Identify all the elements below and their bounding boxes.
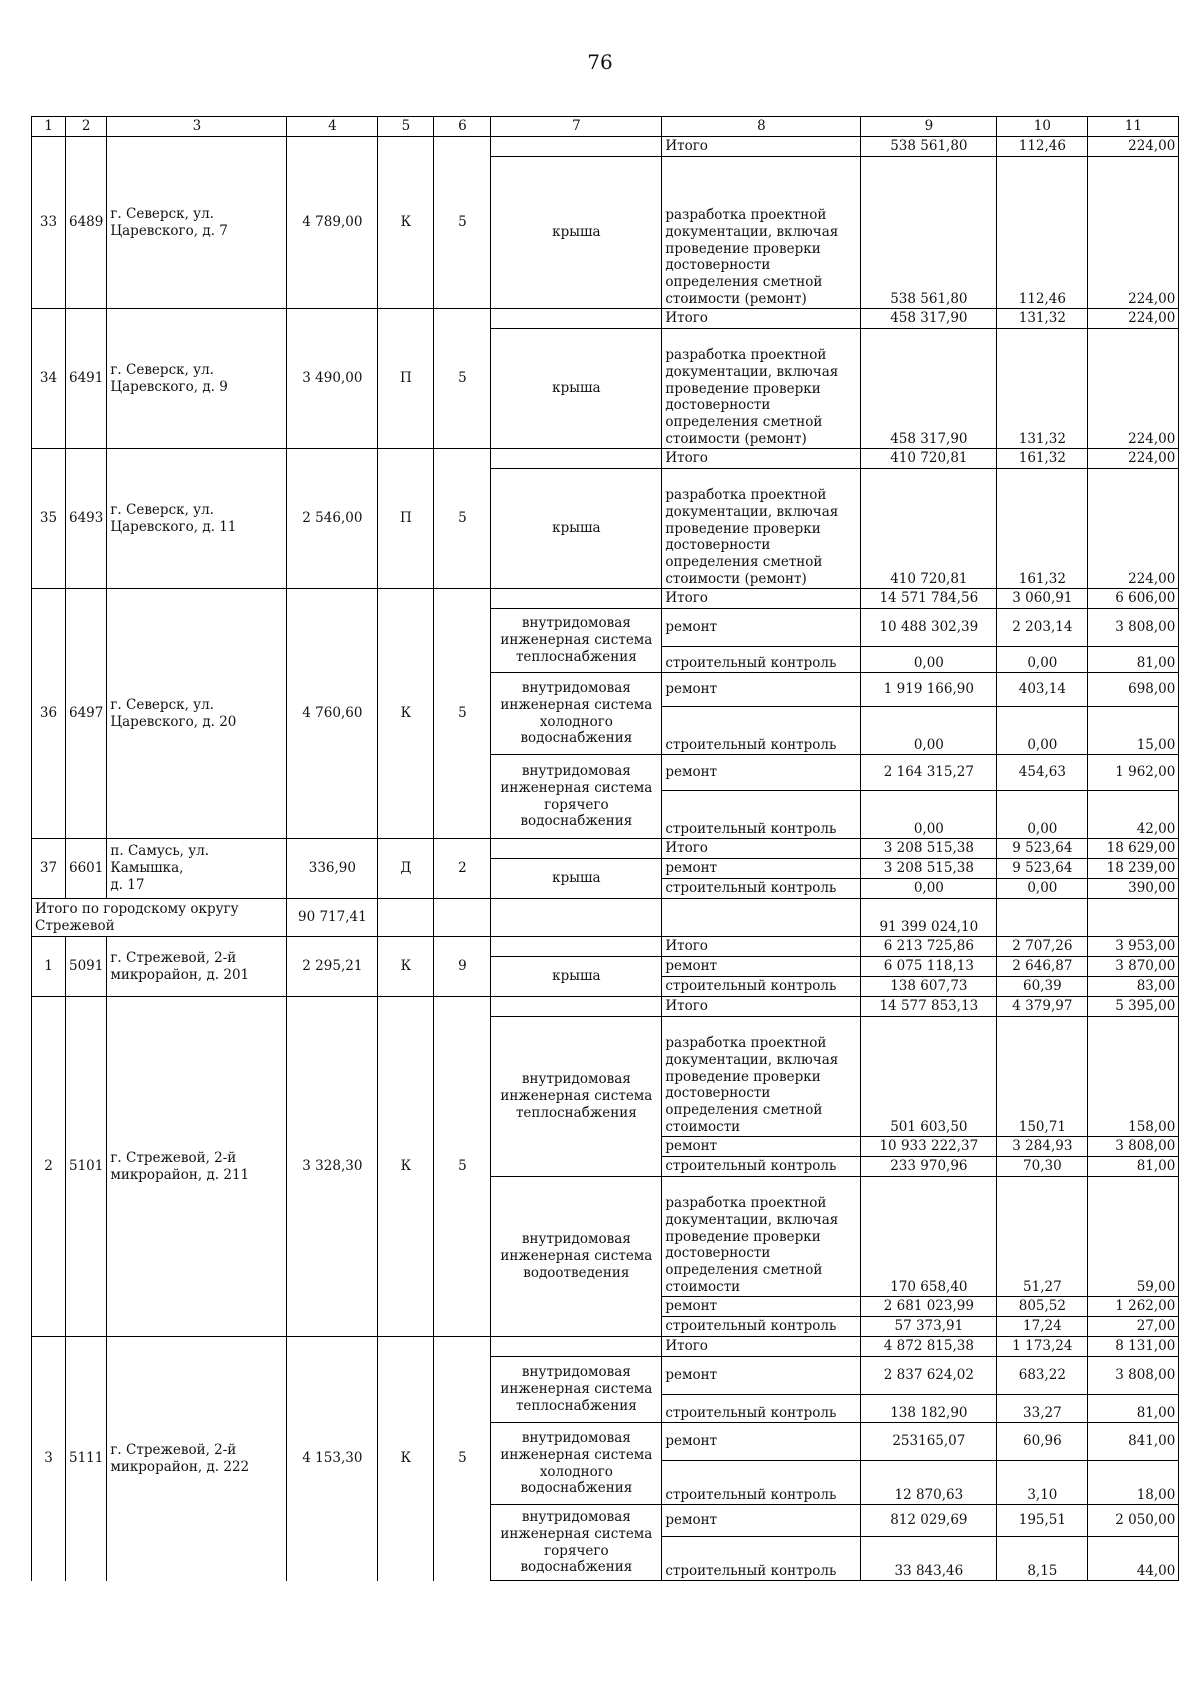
cost-value: 538 561,80 bbox=[861, 157, 997, 309]
cost-value: 10 933 222,37 bbox=[861, 1137, 997, 1157]
limit-value: 1 262,00 bbox=[1088, 1297, 1179, 1317]
work-label: Итого bbox=[662, 309, 861, 329]
house-floors: 9 bbox=[434, 937, 491, 997]
work-label: ремонт bbox=[662, 1357, 861, 1395]
work-label: ремонт bbox=[662, 1137, 861, 1157]
limit-value: 83,00 bbox=[1088, 977, 1179, 997]
work-label: разработка проектной документации, включая проведение проверки достоверности определения сметной стоимости (ремонт) bbox=[662, 157, 861, 309]
empty-cell bbox=[997, 899, 1088, 937]
cost-value: 410 720,81 bbox=[861, 449, 997, 469]
house-class: К bbox=[378, 997, 434, 1337]
work-label: разработка проектной документации, включая проведение проверки достоверности определения сметной стоимости bbox=[662, 1177, 861, 1297]
cost-value: 458 317,90 bbox=[861, 329, 997, 449]
row-number: 1 bbox=[32, 937, 66, 997]
unit-cost-value: 0,00 bbox=[997, 791, 1088, 839]
subtotal-area: 90 717,41 bbox=[287, 899, 378, 937]
limit-value: 224,00 bbox=[1088, 329, 1179, 449]
col-header: 2 bbox=[66, 117, 107, 137]
work-label: строительный контроль bbox=[662, 1395, 861, 1423]
limit-value: 1 962,00 bbox=[1088, 755, 1179, 791]
house-area: 3 328,30 bbox=[287, 997, 378, 1337]
house-area: 4 760,60 bbox=[287, 589, 378, 839]
house-class: К bbox=[378, 137, 434, 309]
unit-cost-value: 60,39 bbox=[997, 977, 1088, 997]
house-address: г. Северск, ул. Царевского, д. 20 bbox=[107, 589, 287, 839]
house-address: г. Северск, ул. Царевского, д. 7 bbox=[107, 137, 287, 309]
unit-cost-value: 0,00 bbox=[997, 879, 1088, 899]
work-label: ремонт bbox=[662, 1505, 861, 1537]
row-number: 2 bbox=[32, 997, 66, 1337]
house-address: г. Стрежевой, 2-й микрорайон, д. 201 bbox=[107, 937, 287, 997]
unit-cost-value: 3 060,91 bbox=[997, 589, 1088, 609]
unit-cost-value: 2 203,14 bbox=[997, 609, 1088, 647]
unit-cost-value: 0,00 bbox=[997, 647, 1088, 673]
cost-value: 170 658,40 bbox=[861, 1177, 997, 1297]
work-label: строительный контроль bbox=[662, 977, 861, 997]
unit-cost-value: 195,51 bbox=[997, 1505, 1088, 1537]
house-address: г. Северск, ул. Царевского, д. 11 bbox=[107, 449, 287, 589]
empty-cell bbox=[434, 899, 491, 937]
unit-cost-value: 131,32 bbox=[997, 329, 1088, 449]
system-cell bbox=[491, 997, 662, 1017]
col-header: 8 bbox=[662, 117, 861, 137]
work-label: ремонт bbox=[662, 859, 861, 879]
cost-value: 4 872 815,38 bbox=[861, 1337, 997, 1357]
house-area: 336,90 bbox=[287, 839, 378, 899]
unit-cost-value: 131,32 bbox=[997, 309, 1088, 329]
col-header: 4 bbox=[287, 117, 378, 137]
limit-value: 81,00 bbox=[1088, 647, 1179, 673]
system-cell bbox=[491, 309, 662, 329]
table-row bbox=[32, 309, 1179, 329]
limit-value: 42,00 bbox=[1088, 791, 1179, 839]
cost-value: 233 970,96 bbox=[861, 1157, 997, 1177]
house-class: П bbox=[378, 309, 434, 449]
house-class: К bbox=[378, 589, 434, 839]
limit-value: 224,00 bbox=[1088, 469, 1179, 589]
unit-cost-value: 112,46 bbox=[997, 137, 1088, 157]
table-row bbox=[32, 937, 1179, 957]
system-name: крыша bbox=[491, 469, 662, 589]
work-label: Итого bbox=[662, 839, 861, 859]
unit-cost-value: 17,24 bbox=[997, 1317, 1088, 1337]
house-floors: 5 bbox=[434, 309, 491, 449]
col-header: 9 bbox=[861, 117, 997, 137]
work-label: Итого bbox=[662, 937, 861, 957]
house-class: Д bbox=[378, 839, 434, 899]
work-label: ремонт bbox=[662, 673, 861, 707]
empty-cell bbox=[662, 899, 861, 937]
unit-cost-value: 9 523,64 bbox=[997, 839, 1088, 859]
house-area: 4 789,00 bbox=[287, 137, 378, 309]
system-name: внутридомовая инженерная система горячего водоснабжения bbox=[491, 755, 662, 839]
house-address: г. Северск, ул. Царевского, д. 9 bbox=[107, 309, 287, 449]
system-name: внутридомовая инженерная система холодного водоснабжения bbox=[491, 673, 662, 755]
system-name: внутридомовая инженерная система теплоснабжения bbox=[491, 1017, 662, 1177]
limit-value: 3 808,00 bbox=[1088, 1357, 1179, 1395]
row-number: 37 bbox=[32, 839, 66, 899]
limit-value: 3 870,00 bbox=[1088, 957, 1179, 977]
house-code: 6489 bbox=[66, 137, 107, 309]
table-row bbox=[32, 589, 1179, 609]
unit-cost-value: 8,15 bbox=[997, 1537, 1088, 1581]
unit-cost-value: 60,96 bbox=[997, 1423, 1088, 1461]
unit-cost-value: 70,30 bbox=[997, 1157, 1088, 1177]
house-floors: 5 bbox=[434, 997, 491, 1337]
cost-value: 538 561,80 bbox=[861, 137, 997, 157]
unit-cost-value: 3 284,93 bbox=[997, 1137, 1088, 1157]
limit-value: 6 606,00 bbox=[1088, 589, 1179, 609]
limit-value: 3 808,00 bbox=[1088, 609, 1179, 647]
work-label: строительный контроль bbox=[662, 1317, 861, 1337]
system-cell bbox=[491, 839, 662, 859]
cost-value: 6 213 725,86 bbox=[861, 937, 997, 957]
limit-value: 390,00 bbox=[1088, 879, 1179, 899]
unit-cost-value: 161,32 bbox=[997, 449, 1088, 469]
limit-value: 27,00 bbox=[1088, 1317, 1179, 1337]
limit-value: 2 050,00 bbox=[1088, 1505, 1179, 1537]
subtotal-label: Итого по городскому округу Стрежевой bbox=[32, 899, 287, 937]
table-row bbox=[32, 997, 1179, 1017]
cost-value: 501 603,50 bbox=[861, 1017, 997, 1137]
unit-cost-value: 4 379,97 bbox=[997, 997, 1088, 1017]
cost-value: 57 373,91 bbox=[861, 1317, 997, 1337]
cost-value: 33 843,46 bbox=[861, 1537, 997, 1581]
system-name: крыша bbox=[491, 329, 662, 449]
work-label: строительный контроль bbox=[662, 1157, 861, 1177]
system-name: крыша bbox=[491, 157, 662, 309]
cost-value: 2 681 023,99 bbox=[861, 1297, 997, 1317]
cost-value: 812 029,69 bbox=[861, 1505, 997, 1537]
system-cell bbox=[491, 1337, 662, 1357]
table-row bbox=[32, 449, 1179, 469]
unit-cost-value: 51,27 bbox=[997, 1177, 1088, 1297]
unit-cost-value: 2 707,26 bbox=[997, 937, 1088, 957]
work-label: Итого bbox=[662, 1337, 861, 1357]
work-label: ремонт bbox=[662, 957, 861, 977]
house-floors: 5 bbox=[434, 449, 491, 589]
col-header: 10 bbox=[997, 117, 1088, 137]
unit-cost-value: 161,32 bbox=[997, 469, 1088, 589]
empty-cell bbox=[1088, 899, 1179, 937]
work-label: строительный контроль bbox=[662, 707, 861, 755]
limit-value: 81,00 bbox=[1088, 1157, 1179, 1177]
cost-value: 410 720,81 bbox=[861, 469, 997, 589]
unit-cost-value: 454,63 bbox=[997, 755, 1088, 791]
system-name: внутридомовая инженерная система горячего водоснабжения bbox=[491, 1505, 662, 1581]
house-floors: 5 bbox=[434, 589, 491, 839]
subtotal-row bbox=[32, 899, 1179, 937]
cost-value: 138 182,90 bbox=[861, 1395, 997, 1423]
unit-cost-value: 9 523,64 bbox=[997, 859, 1088, 879]
system-name: внутридомовая инженерная система теплоснабжения bbox=[491, 1357, 662, 1423]
work-label: Итого bbox=[662, 137, 861, 157]
work-label: ремонт bbox=[662, 609, 861, 647]
cost-value: 14 577 853,13 bbox=[861, 997, 997, 1017]
row-number: 33 bbox=[32, 137, 66, 309]
work-label: строительный контроль bbox=[662, 791, 861, 839]
col-header: 11 bbox=[1088, 117, 1179, 137]
work-label: ремонт bbox=[662, 1297, 861, 1317]
house-area: 4 153,30 bbox=[287, 1337, 378, 1581]
col-header: 6 bbox=[434, 117, 491, 137]
col-header: 5 bbox=[378, 117, 434, 137]
unit-cost-value: 33,27 bbox=[997, 1395, 1088, 1423]
subtotal-cost: 91 399 024,10 bbox=[861, 899, 997, 937]
system-name: внутридомовая инженерная система водоотведения bbox=[491, 1177, 662, 1337]
cost-value: 2 837 624,02 bbox=[861, 1357, 997, 1395]
header-row bbox=[32, 117, 1179, 137]
house-code: 6493 bbox=[66, 449, 107, 589]
limit-value: 3 808,00 bbox=[1088, 1137, 1179, 1157]
cost-value: 2 164 315,27 bbox=[861, 755, 997, 791]
repair-program-table bbox=[31, 116, 1179, 1581]
system-cell bbox=[491, 937, 662, 957]
house-code: 6601 bbox=[66, 839, 107, 899]
page-number: 76 bbox=[587, 50, 613, 74]
house-class: П bbox=[378, 449, 434, 589]
row-number: 36 bbox=[32, 589, 66, 839]
cost-value: 3 208 515,38 bbox=[861, 839, 997, 859]
work-label: строительный контроль bbox=[662, 647, 861, 673]
limit-value: 224,00 bbox=[1088, 137, 1179, 157]
house-floors: 2 bbox=[434, 839, 491, 899]
row-number: 34 bbox=[32, 309, 66, 449]
col-header: 3 bbox=[107, 117, 287, 137]
unit-cost-value: 0,00 bbox=[997, 707, 1088, 755]
empty-cell bbox=[491, 899, 662, 937]
work-label: ремонт bbox=[662, 755, 861, 791]
table-row bbox=[32, 1337, 1179, 1357]
work-label: Итого bbox=[662, 449, 861, 469]
house-area: 3 490,00 bbox=[287, 309, 378, 449]
unit-cost-value: 112,46 bbox=[997, 157, 1088, 309]
limit-value: 698,00 bbox=[1088, 673, 1179, 707]
cost-value: 0,00 bbox=[861, 647, 997, 673]
limit-value: 59,00 bbox=[1088, 1177, 1179, 1297]
house-class: К bbox=[378, 937, 434, 997]
limit-value: 5 395,00 bbox=[1088, 997, 1179, 1017]
limit-value: 8 131,00 bbox=[1088, 1337, 1179, 1357]
limit-value: 224,00 bbox=[1088, 449, 1179, 469]
house-floors: 5 bbox=[434, 1337, 491, 1581]
system-name: крыша bbox=[491, 957, 662, 997]
unit-cost-value: 150,71 bbox=[997, 1017, 1088, 1137]
system-name: внутридомовая инженерная система холодного водоснабжения bbox=[491, 1423, 662, 1505]
cost-value: 458 317,90 bbox=[861, 309, 997, 329]
cost-value: 12 870,63 bbox=[861, 1461, 997, 1505]
house-code: 5111 bbox=[66, 1337, 107, 1581]
house-code: 6491 bbox=[66, 309, 107, 449]
unit-cost-value: 2 646,87 bbox=[997, 957, 1088, 977]
table-row bbox=[32, 137, 1179, 157]
house-floors: 5 bbox=[434, 137, 491, 309]
work-label: строительный контроль bbox=[662, 879, 861, 899]
limit-value: 841,00 bbox=[1088, 1423, 1179, 1461]
limit-value: 18 629,00 bbox=[1088, 839, 1179, 859]
unit-cost-value: 403,14 bbox=[997, 673, 1088, 707]
table-row bbox=[32, 839, 1179, 859]
limit-value: 18 239,00 bbox=[1088, 859, 1179, 879]
unit-cost-value: 805,52 bbox=[997, 1297, 1088, 1317]
system-name: внутридомовая инженерная система теплоснабжения bbox=[491, 609, 662, 673]
system-cell bbox=[491, 137, 662, 157]
work-label: строительный контроль bbox=[662, 1461, 861, 1505]
house-class: К bbox=[378, 1337, 434, 1581]
cost-value: 0,00 bbox=[861, 791, 997, 839]
cost-value: 1 919 166,90 bbox=[861, 673, 997, 707]
work-label: строительный контроль bbox=[662, 1537, 861, 1581]
work-label: Итого bbox=[662, 997, 861, 1017]
work-label: Итого bbox=[662, 589, 861, 609]
col-header: 1 bbox=[32, 117, 66, 137]
work-label: разработка проектной документации, включая проведение проверки достоверности определения сметной стоимости (ремонт) bbox=[662, 329, 861, 449]
limit-value: 18,00 bbox=[1088, 1461, 1179, 1505]
unit-cost-value: 683,22 bbox=[997, 1357, 1088, 1395]
work-label: разработка проектной документации, включая проведение проверки достоверности определения сметной стоимости (ремонт) bbox=[662, 469, 861, 589]
house-area: 2 546,00 bbox=[287, 449, 378, 589]
col-header: 7 bbox=[491, 117, 662, 137]
cost-value: 0,00 bbox=[861, 879, 997, 899]
limit-value: 15,00 bbox=[1088, 707, 1179, 755]
house-area: 2 295,21 bbox=[287, 937, 378, 997]
unit-cost-value: 3,10 bbox=[997, 1461, 1088, 1505]
cost-value: 0,00 bbox=[861, 707, 997, 755]
cost-value: 138 607,73 bbox=[861, 977, 997, 997]
house-address: п. Самусь, ул. Камышка, д. 17 bbox=[107, 839, 287, 899]
cost-value: 10 488 302,39 bbox=[861, 609, 997, 647]
work-label: ремонт bbox=[662, 1423, 861, 1461]
house-address: г. Стрежевой, 2-й микрорайон, д. 222 bbox=[107, 1337, 287, 1581]
limit-value: 44,00 bbox=[1088, 1537, 1179, 1581]
house-code: 5091 bbox=[66, 937, 107, 997]
cost-value: 3 208 515,38 bbox=[861, 859, 997, 879]
system-cell bbox=[491, 449, 662, 469]
cost-value: 253165,07 bbox=[861, 1423, 997, 1461]
row-number: 35 bbox=[32, 449, 66, 589]
row-number: 3 bbox=[32, 1337, 66, 1581]
unit-cost-value: 1 173,24 bbox=[997, 1337, 1088, 1357]
empty-cell bbox=[378, 899, 434, 937]
limit-value: 224,00 bbox=[1088, 309, 1179, 329]
limit-value: 81,00 bbox=[1088, 1395, 1179, 1423]
cost-value: 6 075 118,13 bbox=[861, 957, 997, 977]
limit-value: 158,00 bbox=[1088, 1017, 1179, 1137]
system-cell bbox=[491, 589, 662, 609]
limit-value: 3 953,00 bbox=[1088, 937, 1179, 957]
house-code: 6497 bbox=[66, 589, 107, 839]
work-label: разработка проектной документации, включая проведение проверки достоверности определения сметной стоимости bbox=[662, 1017, 861, 1137]
limit-value: 224,00 bbox=[1088, 157, 1179, 309]
system-name: крыша bbox=[491, 859, 662, 899]
cost-value: 14 571 784,56 bbox=[861, 589, 997, 609]
house-address: г. Стрежевой, 2-й микрорайон, д. 211 bbox=[107, 997, 287, 1337]
house-code: 5101 bbox=[66, 997, 107, 1337]
